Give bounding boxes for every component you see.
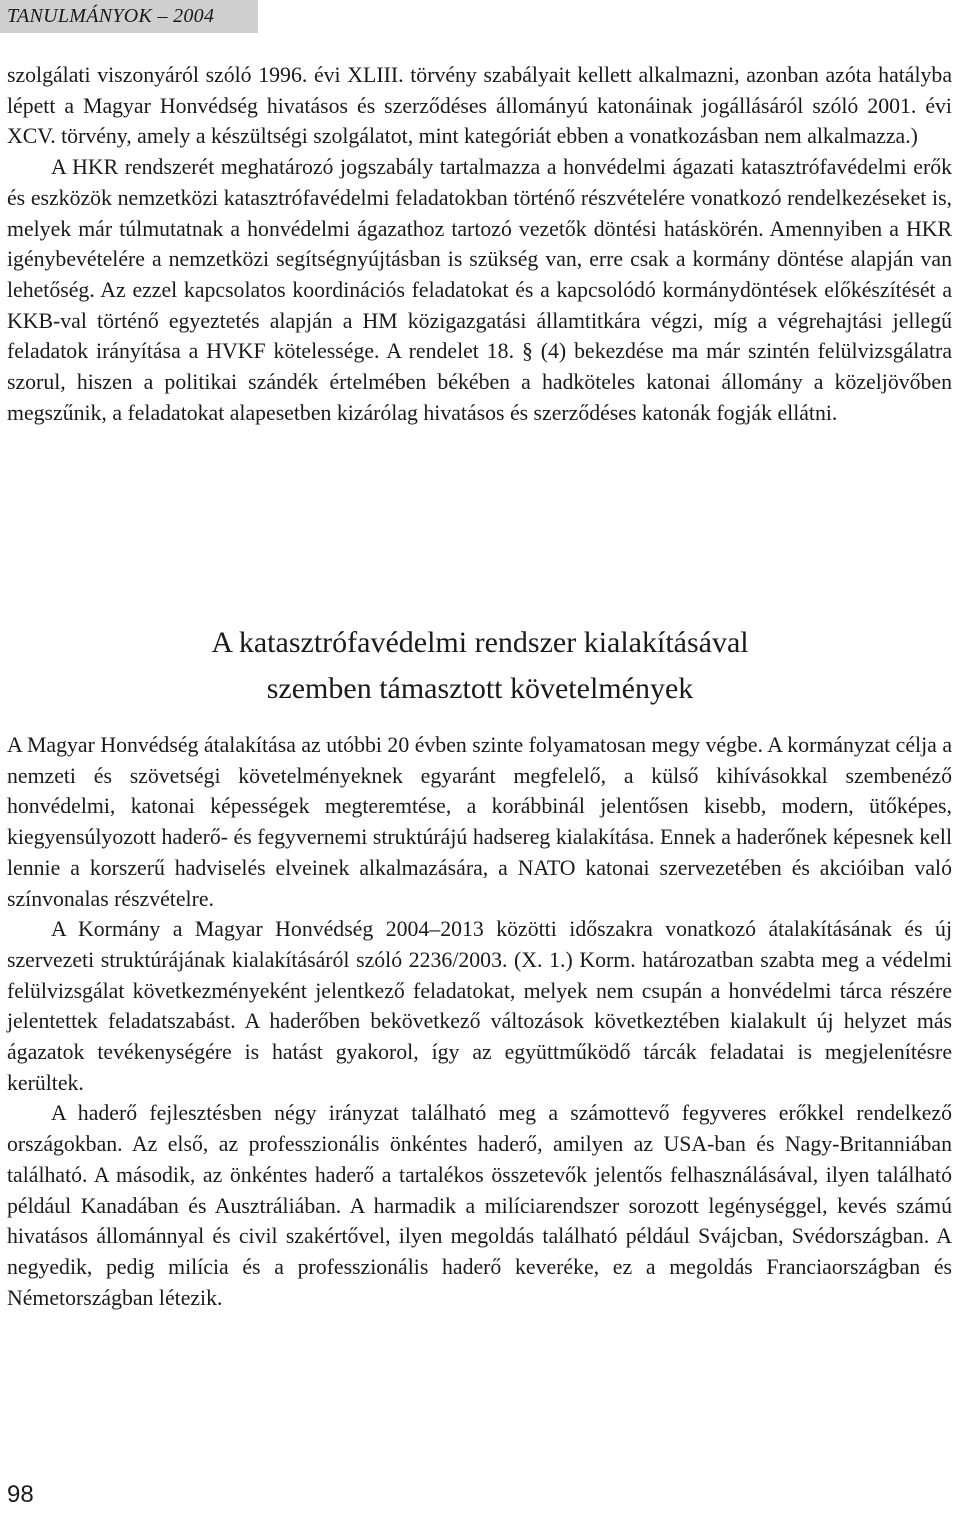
- section-heading-line-1: A katasztrófavédelmi rendszer kialakításával: [211, 626, 749, 659]
- page-number: 98: [7, 1481, 34, 1508]
- paragraph-force-development: A haderő fejlesztésben négy irányzat található meg a számottevő fegyveres erőkkel rendelkező országokban. Az első, az professzionális önkéntes haderő, amilyen az USA-ban és Nagy-Britanniában található. A második, az önkéntes haderő a tartalékos összetevők jelentős felhasználásával, ilyen található például Kanadában és Ausztráliában. A harmadik a milíciarendszer sorozott legénységgel, kevés számú hivatásos állománnyal és civil szakértővel, ilyen megoldás található például Svájcban, Svédországban. A negyedik, pedig milícia és a professzionális haderő keveréke, ez a megoldás Franciaországban és Németországban létezik.: [7, 1101, 952, 1310]
- running-header-title: TANULMÁNYOK – 2004: [7, 5, 215, 27]
- section-heading-line-2: szemben támasztott követelmények: [266, 672, 694, 705]
- paragraph-transformation: A Magyar Honvédség átalakítása az utóbbi 20 évben szinte folyamatosan megy végbe. A kormányzat célja a nemzeti és szövetségi követelményeknek egyaránt megfelelő, a külső kihívásokkal szembenéző honvédelmi, katonai képességek megteremtése, a korábbinál jelentősen kisebb, modern, ütőképes, kiegyensúlyozott haderő- és fegyvernemi struktúrájú hadsereg kialakítása. Ennek a haderőnek képesnek kell lennie a korszerű hadviselés elveinek alkalmazására, a NATO katonai szervezetében és akcióiban való színvonalas részvételre.: [7, 733, 952, 911]
- paragraph-hkr: A HKR rendszerét meghatározó jogszabály tartalmazza a honvédelmi ágazati katasztrófavédelmi erők és eszközök nemzetközi katasztrófavédelmi feladatokban történő részvételére vonatkozó rendelkezéseket is, melyek már túlmutatnak a honvédelmi ágazathoz tartozó vezetők döntési hatáskörén. Amennyiben a HKR igénybevételére a nemzetközi segítségnyújtásban is szükség van, erre csak a kormány döntése alapján van lehetőség. Az ezzel kapcsolatos koordinációs feladatokat és a kapcsolódó kormánydöntések előkészítését a KKB-val történő egyeztetés alapján a HM közigazgatási államtitkára végzi, míg a végrehajtási jellegű feladatok irányítása a HVKF kötelessége. A rendelet 18. § (4) bekezdése ma már szintén felülvizsgálatra szorul, hiszen a politikai szándék értelmében békében a hadköteles katonai állomány a közeljövőben megszűnik, a feladatokat alapesetben kizárólag hivatásos és szerződéses katonák fogják ellátni.: [7, 155, 952, 425]
- section-heading: [0, 620, 960, 712]
- running-header: [0, 0, 258, 33]
- top-text-block: [7, 60, 952, 428]
- paragraph-government-decree: A Kormány a Magyar Honvédség 2004–2013 közötti időszakra vonatkozó átalakításának és új szervezeti struktúrájának kialakításáról szóló 2236/2003. (X. 1.) Korm. határozatban szabta meg a védelmi felülvizsgálat következményeként jelentkező feladatokat, melyek nem csupán a honvédelmi tárca részére jelentettek feladatszabást. A haderőben bekövetkező változások következtében kialakult új helyzet más ágazatok tevékenységére is hatást gyakorol, így az együttműködő tárcák feladatai is megjelenítésre kerültek.: [7, 917, 952, 1095]
- paragraph-continuation: szolgálati viszonyáról szóló 1996. évi XLIII. törvény szabályait kellett alkalmazni, azonban azóta hatályba lépett a Magyar Honvédség hivatásos és szerződéses állományú katonáinak jogállásáról szóló 2001. évi XCV. törvény, amely a készültségi szolgálatot, mint kategóriát ebben a vonatkozásban nem alkalmazza.): [7, 63, 952, 149]
- bottom-text-block: [7, 730, 952, 1313]
